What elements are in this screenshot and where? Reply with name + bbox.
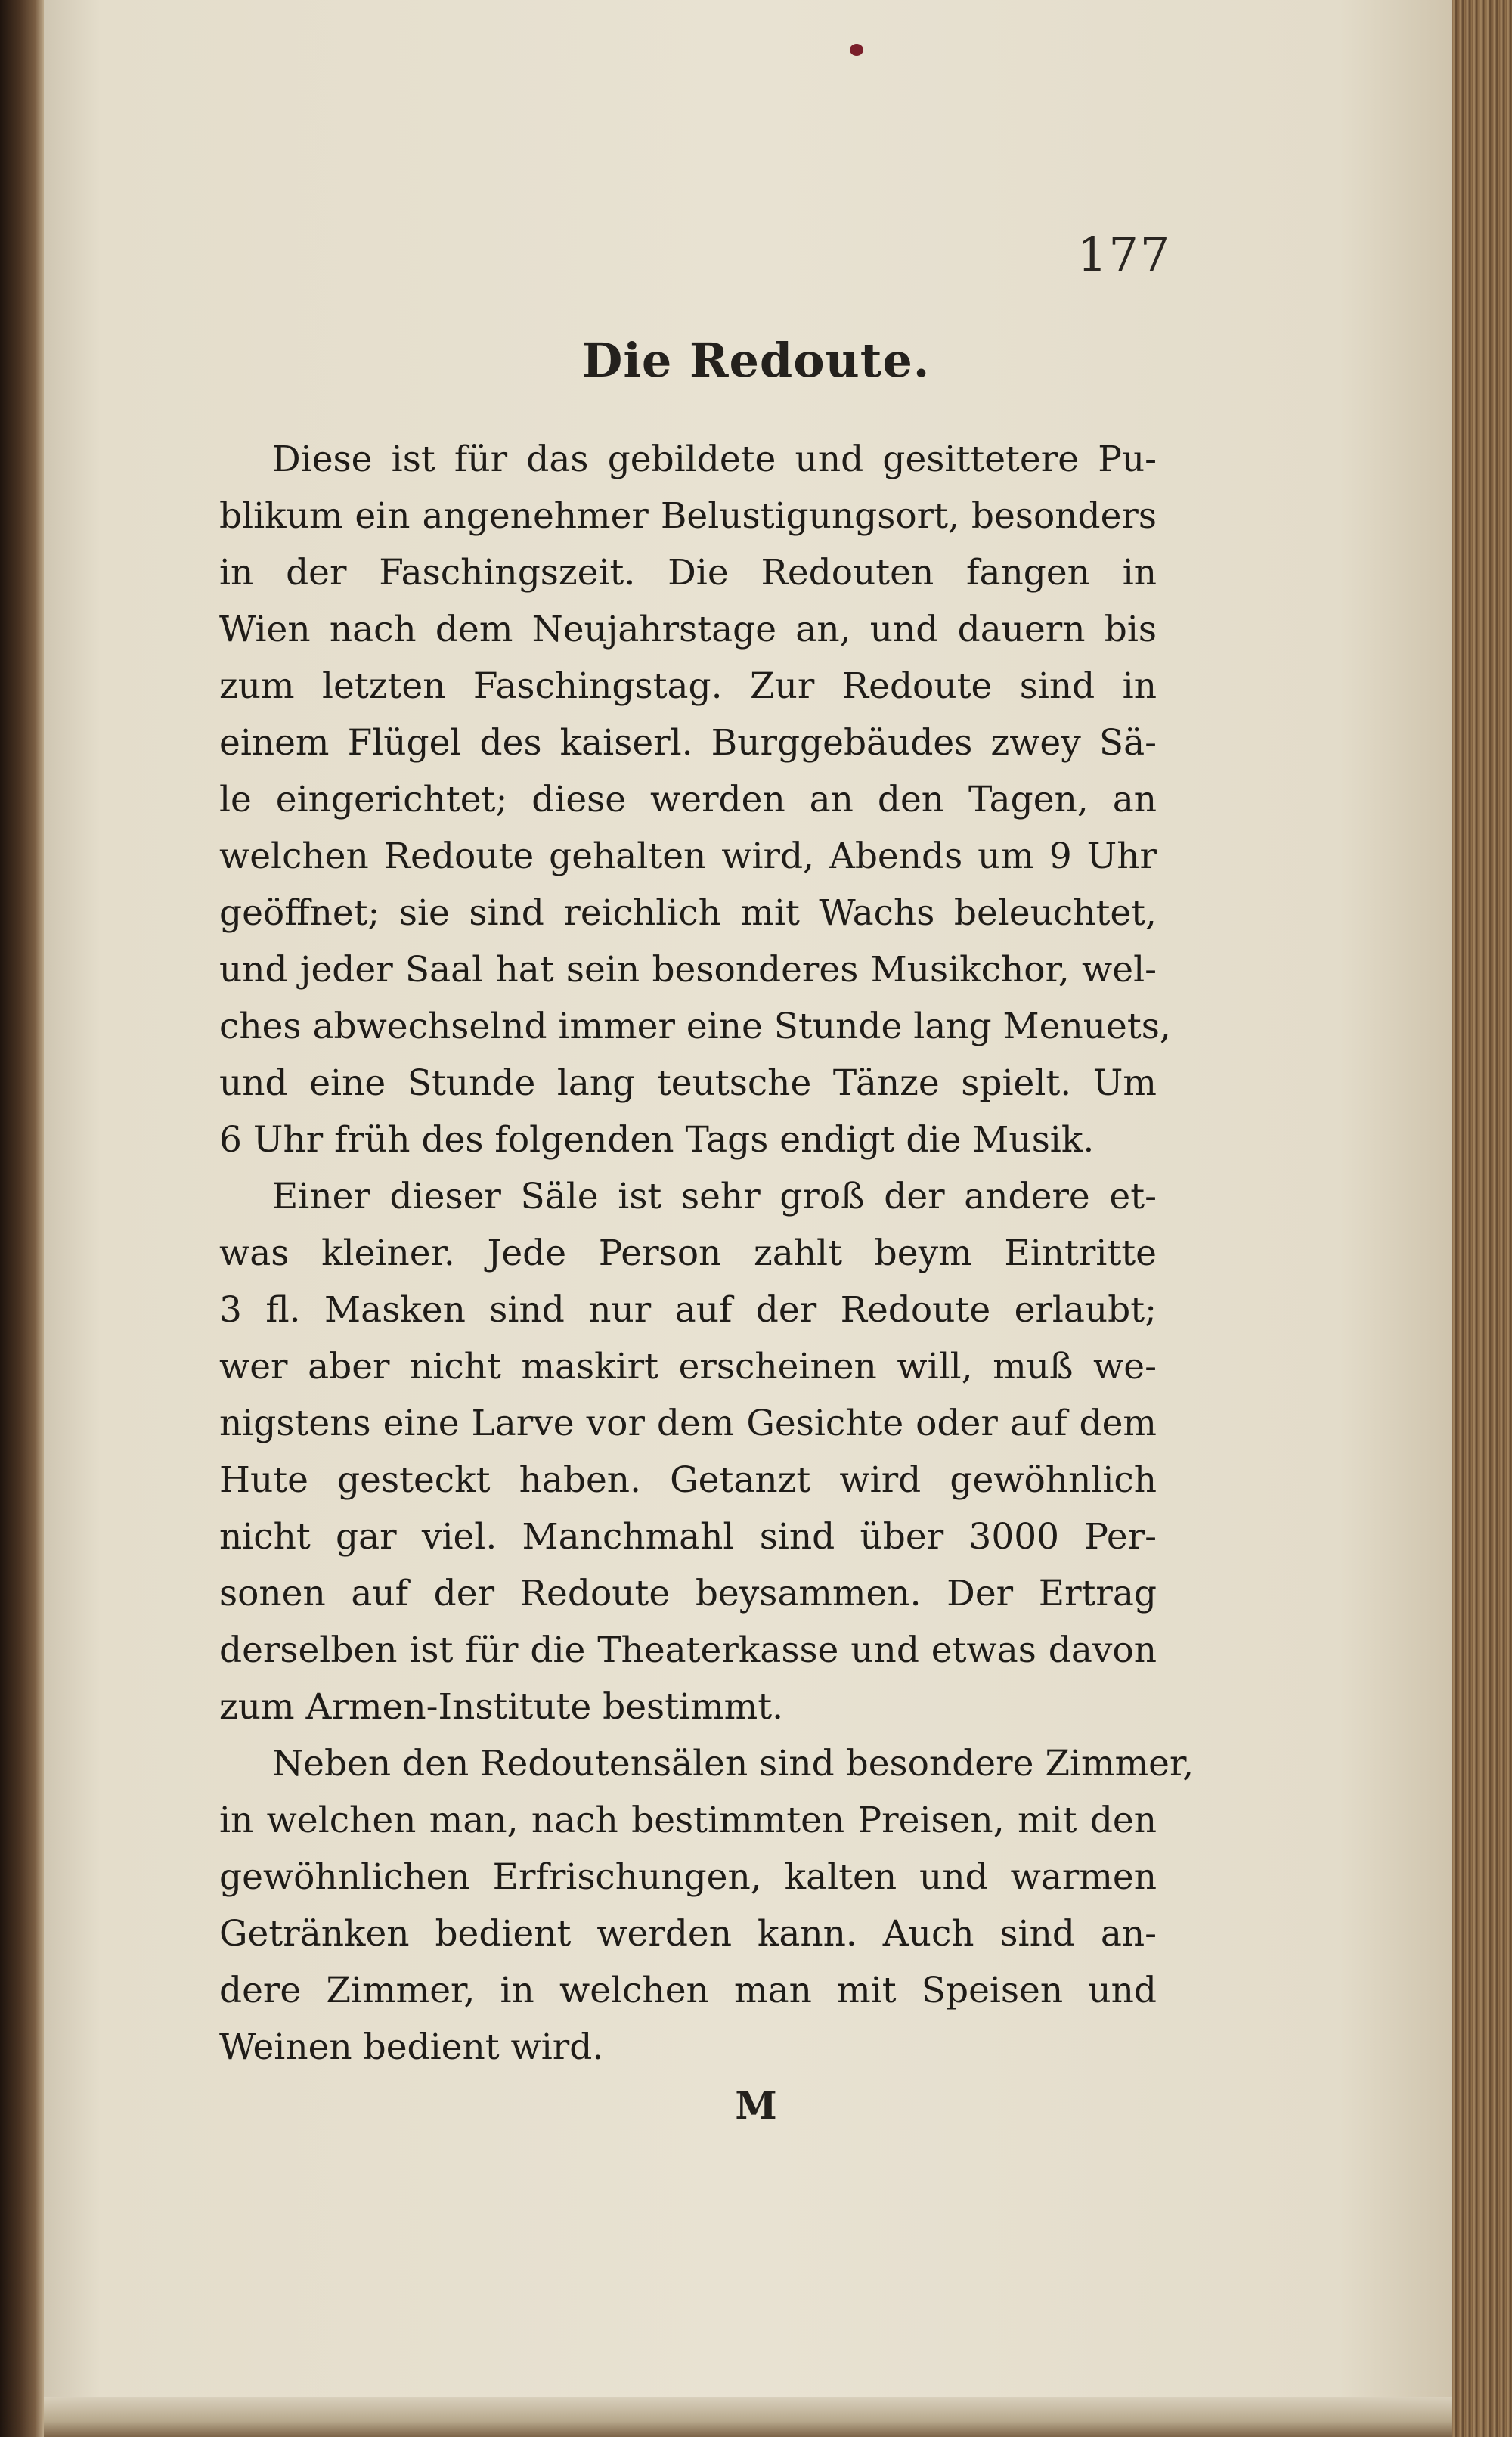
text-line: Hute gesteckt haben. Getanzt wird gewöhnlich <box>219 1459 1157 1501</box>
page-bottom-edge <box>44 2397 1452 2437</box>
signature-mark: M <box>735 2083 777 2128</box>
text-line: blikum ein angenehmer Belustigungsort, besonders <box>219 495 1157 537</box>
text-line: welchen Redoute gehalten wird, Abends um 9 Uhr <box>219 836 1157 877</box>
text-line: nigstens eine Larve vor dem Gesichte oder auf dem <box>219 1403 1157 1444</box>
text-line: in der Faschingszeit. Die Redouten fangen in <box>219 552 1157 594</box>
page-number: 177 <box>1077 227 1172 282</box>
text-line: Einer dieser Säle ist sehr groß der andere et- <box>272 1176 1157 1217</box>
text-line: gewöhnlichen Erfrischungen, kalten und warmen <box>219 1856 1157 1898</box>
text-line: Neben den Redoutensälen sind besondere Zimmer, <box>272 1743 1194 1784</box>
text-line: derselben ist für die Theaterkasse und etwas davon <box>219 1629 1157 1671</box>
text-line: ches abwechselnd immer eine Stunde lang Menuets, <box>219 1006 1171 1047</box>
text-line: und eine Stunde lang teutsche Tänze spielt. Um <box>219 1062 1157 1104</box>
text-line: und jeder Saal hat sein besonderes Musikchor, wel- <box>219 949 1157 991</box>
text-line: nicht gar viel. Manchmahl sind über 3000 Per- <box>219 1516 1157 1558</box>
text-line: was kleiner. Jede Person zahlt beym Eintritte <box>219 1232 1157 1274</box>
text-line: Diese ist für das gebildete und gesittetere Pu- <box>272 439 1157 480</box>
text-line: 6 Uhr früh des folgenden Tags endigt die Musik. <box>219 1119 1095 1161</box>
text-line: 3 fl. Masken sind nur auf der Redoute erlaubt; <box>219 1289 1157 1331</box>
text-line: Getränken bedient werden kann. Auch sind an- <box>219 1913 1157 1955</box>
text-line: zum letzten Faschingstag. Zur Redoute sind in <box>219 665 1157 707</box>
text-line: zum Armen-Institute bestimmt. <box>219 1686 784 1728</box>
text-line: dere Zimmer, in welchen man mit Speisen und <box>219 1970 1157 2011</box>
text-line: geöffnet; sie sind reichlich mit Wachs beleuchtet, <box>219 892 1157 934</box>
text-line: wer aber nicht maskirt erscheinen will, muß we- <box>219 1346 1157 1387</box>
text-line: Weinen bedient wird. <box>219 2026 604 2068</box>
text-line: Wien nach dem Neujahrstage an, und dauern bis <box>219 609 1157 650</box>
text-line: le eingerichtet; diese werden an den Tagen, an <box>219 779 1157 820</box>
text-line: sonen auf der Redoute beysammen. Der Ertrag <box>219 1573 1157 1614</box>
ink-stain <box>850 44 863 56</box>
body-text <box>219 431 1194 2076</box>
text-line: in welchen man, nach bestimmten Preisen, mit den <box>219 1800 1157 1841</box>
section-heading: Die Redoute. <box>581 333 931 388</box>
text-line: einem Flügel des kaiserl. Burggebäudes zwey Sä- <box>219 722 1157 764</box>
